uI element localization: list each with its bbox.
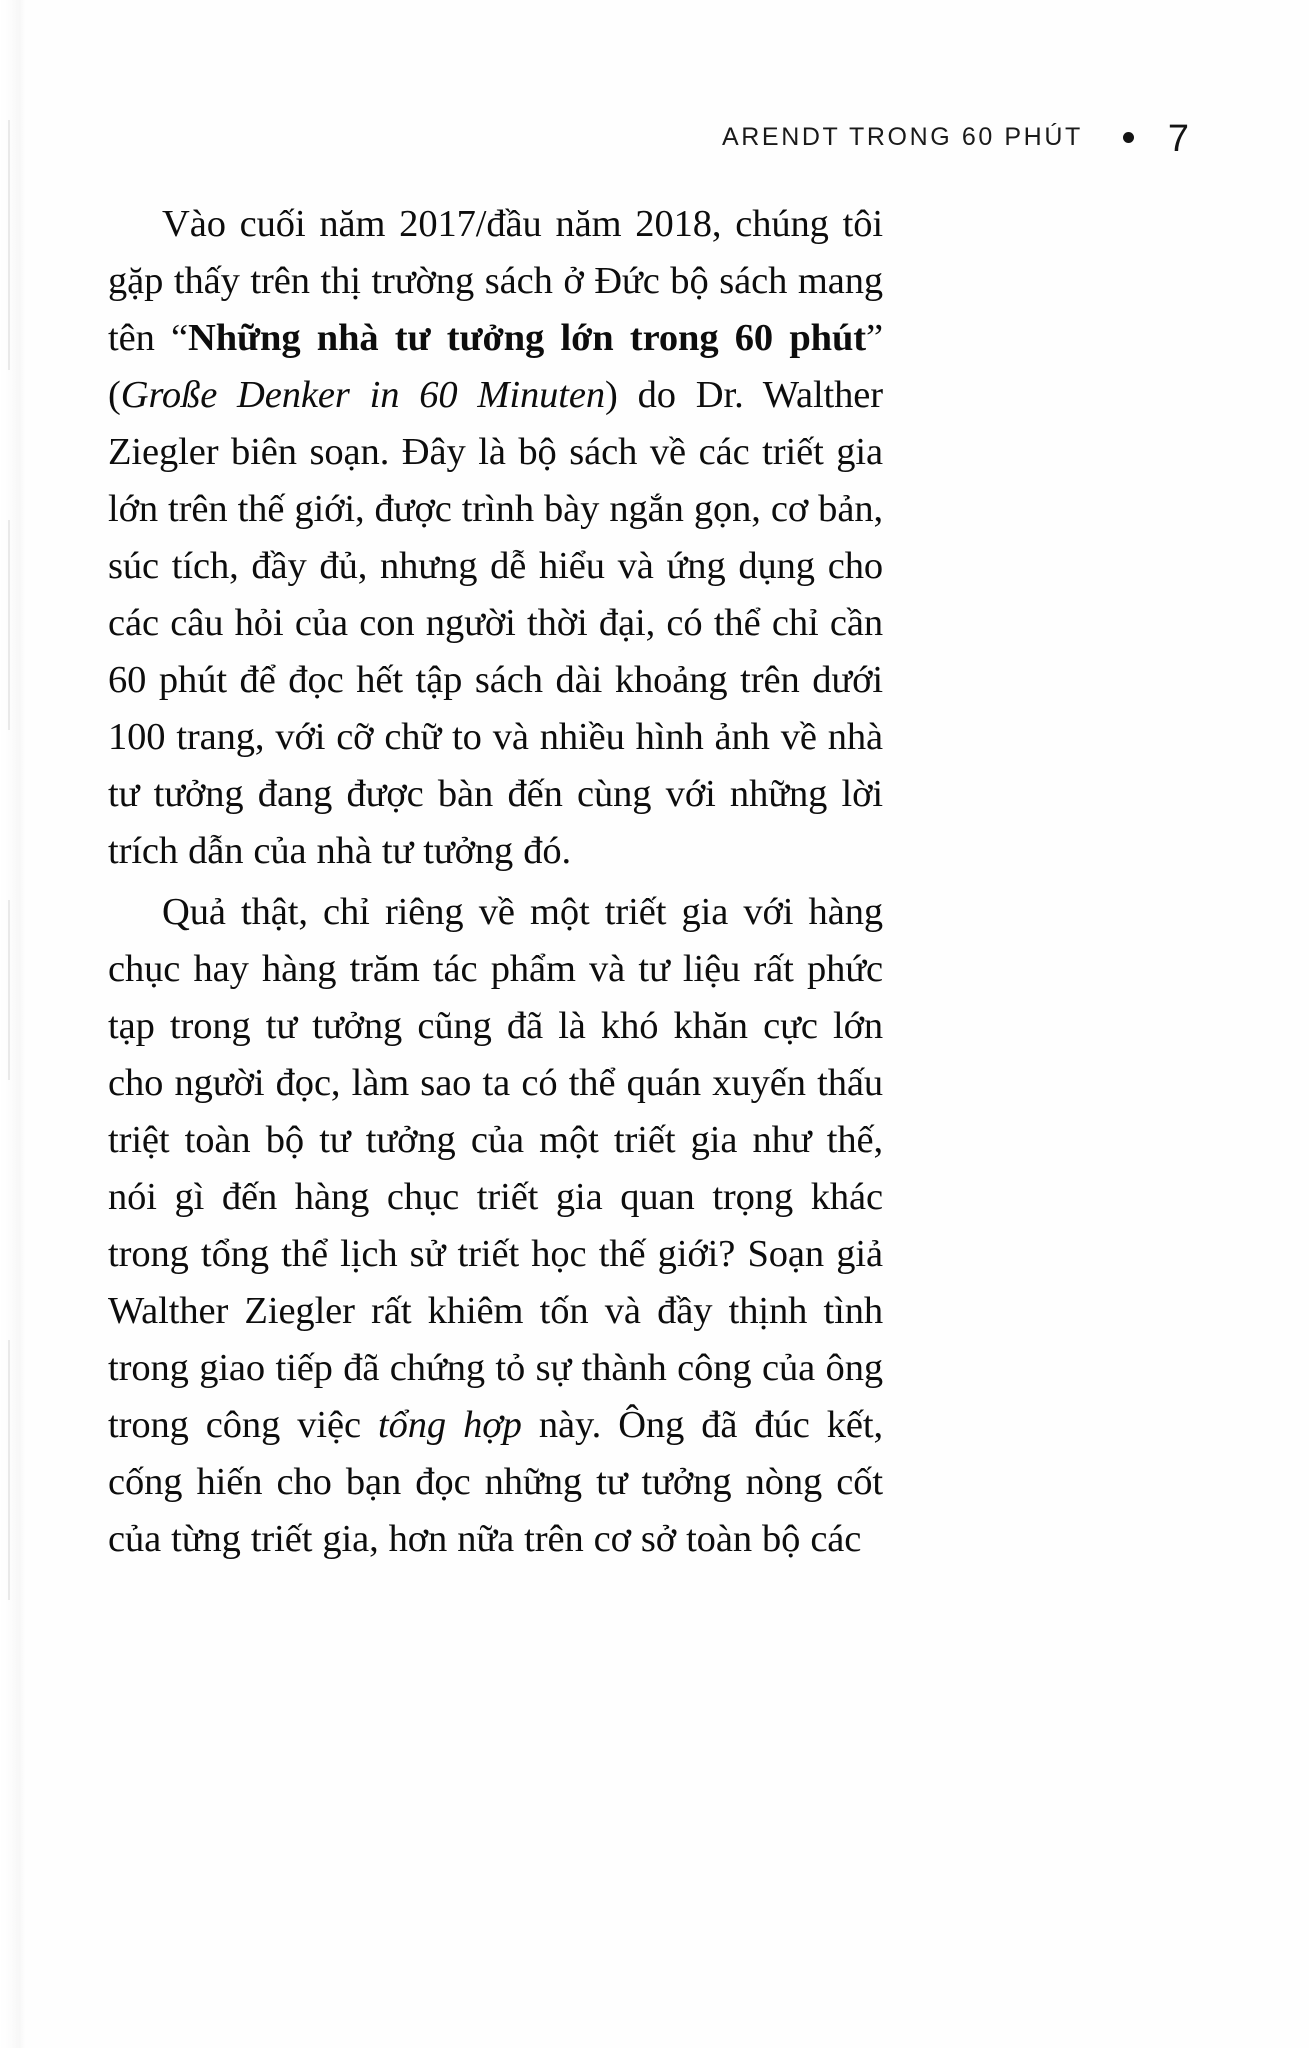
- text-run: Vào cuối năm 2017/đầu năm 2018, chúng tôi gặp thấy trên thị trường sách ở Đức bộ sách mang tên “: [108, 203, 883, 359]
- text-run: ” (: [108, 317, 883, 416]
- running-header: [722, 118, 1189, 160]
- gutter-artifact: [8, 900, 10, 1080]
- italic-run: tổng hợp: [378, 1404, 522, 1446]
- gutter-artifact: [8, 1340, 10, 1600]
- italic-run: Große Denker in 60 Minuten: [120, 374, 606, 416]
- text-run: Quả thật, chỉ riêng về một triết gia với hàng chục hay hàng trăm tác phẩm và tư liệu rất phức tạp trong tư tưởng cũng đã là khó khăn cực lớn cho người đọc, làm sao ta có thể quán xuyến thấu triệt toàn bộ tư tưởng của một triết gia như thế, nói gì đến hàng chục triết gia quan trọng khác trong tổng thể lịch sử triết học thế giới? Soạn giả Walther Ziegler rất khiêm tốn và đầy thịnh tình trong giao tiếp đã chứng tỏ sự thành công của ông trong công việc: [108, 891, 883, 1446]
- running-title: ARENDT TRONG 60 PHÚT: [722, 122, 1083, 151]
- bold-run: Những nhà tư tưởng lớn trong 60 phút: [188, 317, 866, 359]
- page-number: 7: [1167, 118, 1189, 160]
- gutter-artifact: [8, 120, 10, 370]
- text-run: ) do Dr. Walther Ziegler biên soạn. Đây là bộ sách về các triết gia lớn trên thế giới, được trình bày ngắn gọn, cơ bản, súc tích, đầy đủ, nhưng dễ hiểu và ứng dụng cho các câu hỏi của con người thời đại, có thể chỉ cần 60 phút để đọc hết tập sách dài khoảng trên dưới 100 trang, với cỡ chữ to và nhiều hình ảnh về nhà tư tưởng đang được bàn đến cùng với những lời trích dẫn của nhà tư tưởng đó.: [108, 374, 883, 872]
- paragraph: [108, 196, 883, 880]
- scan-edge-artifact: [0, 0, 26, 2048]
- body-text: [108, 196, 883, 1568]
- paragraph: [108, 884, 883, 1568]
- gutter-artifact: [8, 520, 10, 730]
- bullet-dot-icon: [1123, 132, 1134, 143]
- text-run: này. Ông đã đúc kết, cống hiến cho bạn đọc những tư tưởng nòng cốt của từng triết gia, hơn nữa trên cơ sở toàn bộ các: [108, 1404, 883, 1560]
